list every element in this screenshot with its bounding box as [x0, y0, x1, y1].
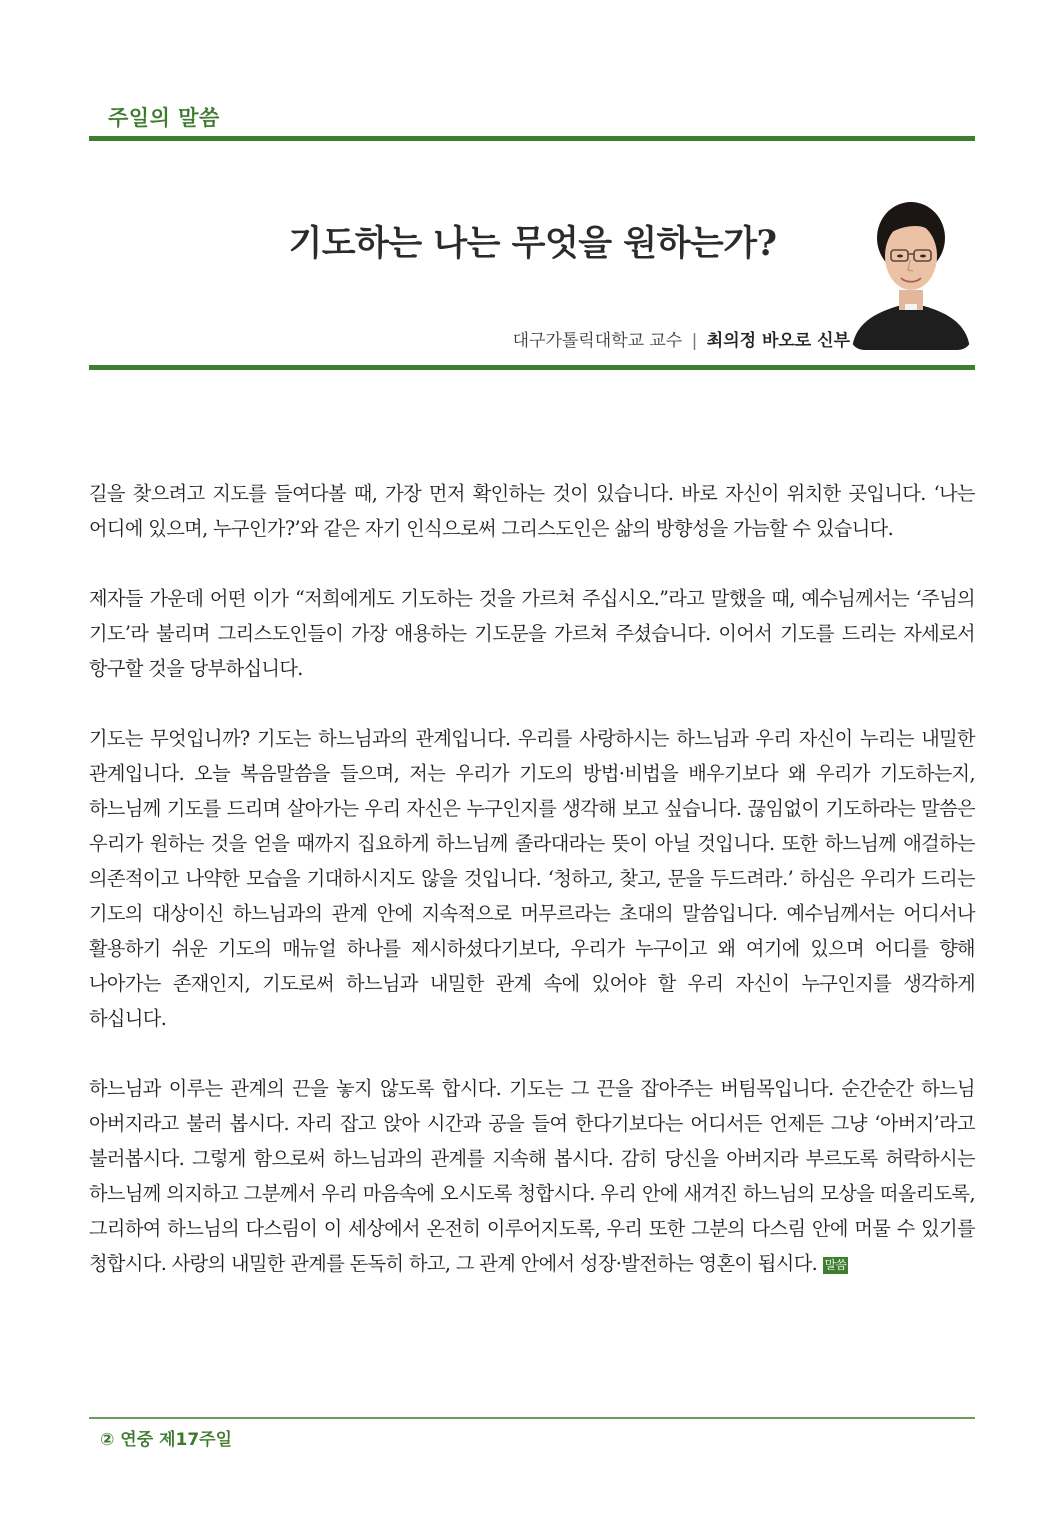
paragraph: 제자들 가운데 어떤 이가 “저희에게도 기도하는 것을 가르쳐 주십시오.”라고 말했을 때, 예수님께서는 ‘주님의 기도’라 불리며 그리스도인들이 가장 애용하는 기도문을 가르쳐 주셨습니다. 이어서 기도를 드리는 자세로서 항구할 것을 당부하십니다. [89, 587, 975, 680]
author-affiliation: 대구가톨릭대학교 교수 [512, 331, 683, 351]
article-title: 기도하는 나는 무엇을 원하는가? [288, 223, 777, 264]
section-label: 주일의 말씀 [108, 106, 220, 130]
author-name: 최의정 바오로 신부 [706, 331, 850, 351]
author-portrait [850, 194, 972, 350]
author-byline [513, 326, 850, 351]
article-body [89, 476, 975, 1316]
footer-divider [89, 1417, 975, 1419]
byline-separator: | [691, 331, 698, 351]
paragraph: 기도는 무엇입니까? 기도는 하느님과의 관계입니다. 우리를 사랑하시는 하느님과 우리 자신이 누리는 내밀한 관계입니다. 오늘 복음말씀을 들으며, 저는 우리가 기도의 방법·비법을 배우기보다 왜 우리가 기도하는지, 하느님께 기도를 드리며 살아가는 우리 자신은 누구인지를 생각해 보고 싶습니다. 끊임없이 기도하라는 말씀은 우리가 원하는 것을 얻을 때까지 집요하게 하느님께 졸라대라는 뜻이 아닐 것입니다. 또한 하느님께 애걸하는 의존적이고 나약한 모습을 기대하시지도 않을 것입니다. ‘청하고, 찾고, 문을 두드려라.’ 하심은 우리가 드리는 기도의 대상이신 하느님과의 관계 안에 지속적으로 머무르라는 초대의 말씀입니다. 예수님께서는 어디서나 활용하기 쉬운 기도의 매뉴얼 하나를 제시하셨다기보다, 우리가 누구이고 왜 여기에 있으며 어디를 향해 나아가는 존재인지, 기도로써 하느님과 내밀한 관계 속에 있어야 할 우리 자신이 누구인지를 생각하게 하십니다. [89, 727, 975, 1030]
paragraph: 길을 찾으려고 지도를 들여다볼 때, 가장 먼저 확인하는 것이 있습니다. 바로 자신이 위치한 곳입니다. ‘나는 어디에 있으며, 누구인가?’와 같은 자기 인식으로써 그리스도인은 삶의 방향성을 가늠할 수 있습니다. [89, 482, 975, 540]
end-mark: 말씀 [824, 1257, 846, 1272]
title-divider [89, 365, 975, 370]
header-divider [89, 136, 975, 141]
paragraph-text: 하느님과 이루는 관계의 끈을 놓지 않도록 합시다. 기도는 그 끈을 잡아주는 버팀목입니다. 순간순간 하느님 아버지라고 불러 봅시다. 자리 잡고 앉아 시간과 공을 들여 한다기보다는 어디서든 언제든 그냥 ‘아버지’라고 불러봅시다. 그렇게 함으로써 하느님과의 관계를 지속해 봅시다. 감히 당신을 아버지라 부르도록 허락하시는 하느님께 의지하고 그분께서 우리 마음속에 오시도록 청합시다. 우리 안에 새겨진 하느님의 모상을 떠올리도록, 그리하여 하느님의 다스림이 이 세상에서 온전히 이루어지도록, 우리 또한 그분의 다스림 안에 머물 수 있기를 청합시다. 사랑의 내밀한 관계를 돈독히 하고, 그 관계 안에서 성장·발전하는 영혼이 됩시다. [89, 1077, 975, 1275]
paragraph [89, 1071, 975, 1281]
page-label: ② 연중 제17주일 [100, 1430, 232, 1450]
